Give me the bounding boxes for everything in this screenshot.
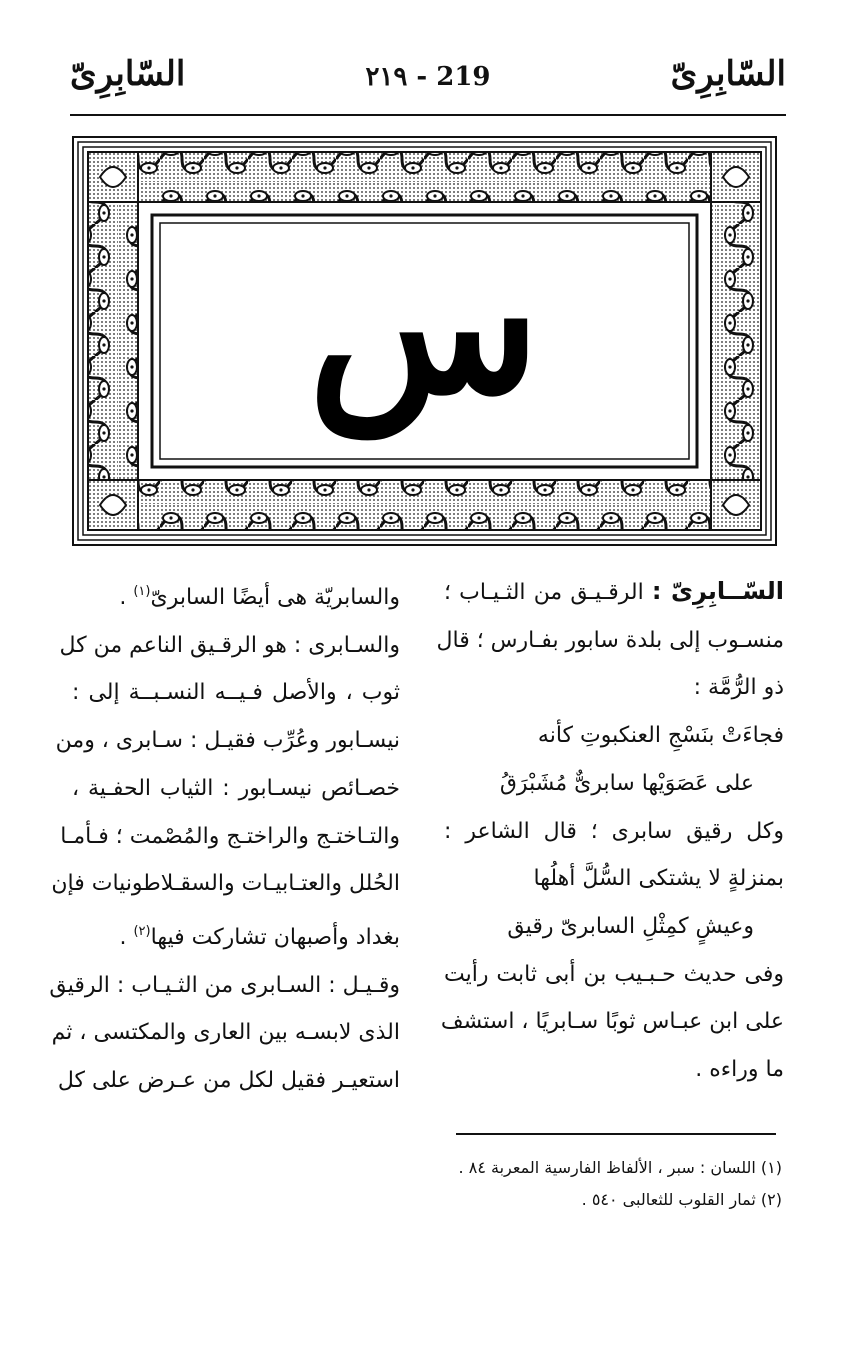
text-line: والتـاختـج والراختـج والمُصْمت ؛ فـأمـا bbox=[60, 823, 400, 849]
text-line: والسابريّة هى أيضًا السابرىّ$^{(١)}$ . bbox=[119, 584, 400, 610]
text-line: خصـائص نيسـابور : الثياب الحفـية ، bbox=[72, 775, 400, 801]
verse-line: على عَصَوَيْها سابرىٌّ مُشَبْرَقُ bbox=[499, 770, 754, 796]
text-line: استعيـر فقيل لكل من عـرض على كل bbox=[57, 1068, 400, 1094]
text-line: ما وراءه . bbox=[695, 1057, 784, 1083]
footnote-rule bbox=[456, 1133, 776, 1135]
ornamental-letter-frame bbox=[72, 136, 777, 546]
footnote: (١) اللسان : سبر ، الألفاظ الفارسية المعربة ٨٤ . bbox=[458, 1158, 782, 1177]
initial-letter: س bbox=[308, 213, 540, 436]
text-line: الحُلل والعتـابيـات والسقـلاطونيات فإن bbox=[51, 871, 400, 897]
header-rule bbox=[70, 114, 786, 116]
footnote: (٢) ثمار القلوب للثعالبى ٥٤٠ . bbox=[581, 1190, 782, 1209]
running-head bbox=[70, 54, 786, 104]
text-line: ذو الرُّمَّة : bbox=[693, 675, 784, 701]
footnotes bbox=[362, 1152, 782, 1216]
footnote-ref: (١) bbox=[133, 584, 151, 599]
text-line: وفى حديث حـبـيب بن أبى ثابت رأيت bbox=[444, 961, 784, 987]
text-line: والسـابرى : هو الرقـيق الناعم من كل bbox=[59, 632, 400, 658]
verse-line: بمنزلةٍ لا يشتكى السُّلَّ أهلُها bbox=[533, 866, 784, 892]
running-title-right: السّابِرِىّ bbox=[670, 54, 786, 94]
text-line: وكل رقيق سابرى ؛ قال الشاعر : bbox=[444, 818, 784, 844]
verse-line: فجاءَتْ بنَسْجِ العنكبوتِ كأنه bbox=[537, 723, 784, 749]
text-line: نيسـابور وعُرِّب فقيـل : سـابرى ، ومن bbox=[55, 728, 400, 754]
text-line: منسـوب إلى بلدة سابور بفـارس ؛ قال bbox=[436, 627, 784, 653]
page-number: ٢١٩ - 219 bbox=[365, 62, 491, 92]
text-line: ثوب ، والأصل فـيــه النسـبــة إلى : bbox=[72, 680, 400, 706]
verse-line: وعيشٍ كمِثْلِ السابرىّ رقيق bbox=[507, 913, 754, 939]
running-title-left: السّابِرِىّ bbox=[70, 54, 186, 94]
right-column-text bbox=[436, 568, 784, 1094]
text-line: على ابن عبـاس ثوبًا سـابريًا ، استشف bbox=[440, 1009, 784, 1035]
headword: السّــابِرِىّ : bbox=[651, 577, 784, 605]
footnote-ref: (٢) bbox=[133, 923, 151, 939]
text-line: بغداد وأصبهان تشاركت فيها$^{(٢)}$ . bbox=[119, 923, 400, 950]
text-line: السّــابِرِىّ : الرقـيـق من الثـيـاب ؛ bbox=[444, 577, 784, 605]
left-column-text bbox=[49, 568, 400, 1105]
text-line: الذى لابسـه بين العارى والمكتسى ، ثم bbox=[51, 1020, 400, 1046]
text-line: وقـيـل : السـابرى من الثـيـاب : الرقيق bbox=[49, 972, 400, 998]
